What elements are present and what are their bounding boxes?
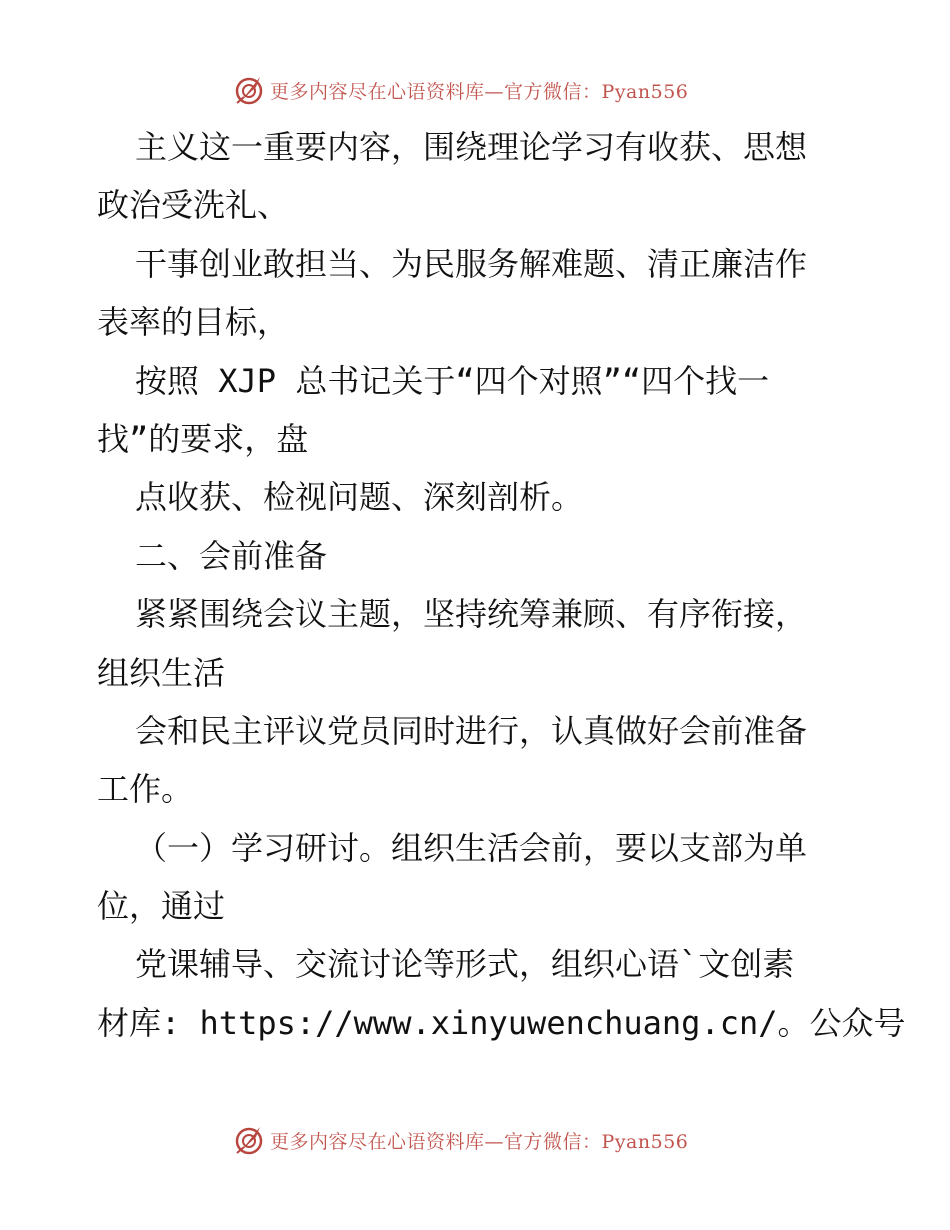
header-wechat-label: 官方微信： [504,80,602,103]
section-heading: 二、会前准备 [135,536,328,575]
text-line: 找”的要求，盘 [97,419,309,458]
text-line: （一）学习研讨。组织生活会前，要以支部为单 [135,828,808,867]
text-line: 点收获、检视问题、深刻剖析。 [135,478,584,517]
text-line: 主义这一重要内容，围绕理论学习有收获、思想 [135,128,808,166]
footer-wechat-label: 官方微信： [504,1130,602,1153]
footer-separator: — [484,1130,505,1153]
text-line: 政治受洗礼、 [97,186,290,225]
text-line: 会和民主评议党员同时进行，认真做好会前准备 [135,711,808,750]
text-line-url: 材库: https://www.xinyuwenchuang.cn/。公众号 [97,1003,906,1042]
header-banner [232,70,732,110]
quill-emblem-icon [232,73,266,107]
text-line: 紧紧围绕会议主题，坚持统筹兼顾、有序衔接， [135,595,808,634]
footer-brand-text: 更多内容尽在心语资料库 [270,1130,485,1153]
header-brand-text: 更多内容尽在心语资料库 [270,80,485,103]
header-wechat-id: Pyan556 [601,80,689,103]
footer-banner [232,1120,732,1160]
text-line: 组织生活 [97,653,226,692]
text-line: 工作。 [97,770,194,809]
document-body [97,118,906,1052]
text-line: 按照 XJP 总书记关于“四个对照”“四个找一 [135,361,770,400]
footer-wechat-id: Pyan556 [601,1130,689,1153]
text-line: 位，通过 [97,887,226,926]
header-separator: — [484,80,505,103]
text-line: 党课辅导、交流讨论等形式，组织心语`文创素 [135,945,795,984]
text-line: 干事创业敢担当、为民服务解难题、清正廉洁作 [135,244,808,283]
quill-emblem-icon [232,1123,266,1157]
text-line: 表率的目标， [97,303,290,342]
